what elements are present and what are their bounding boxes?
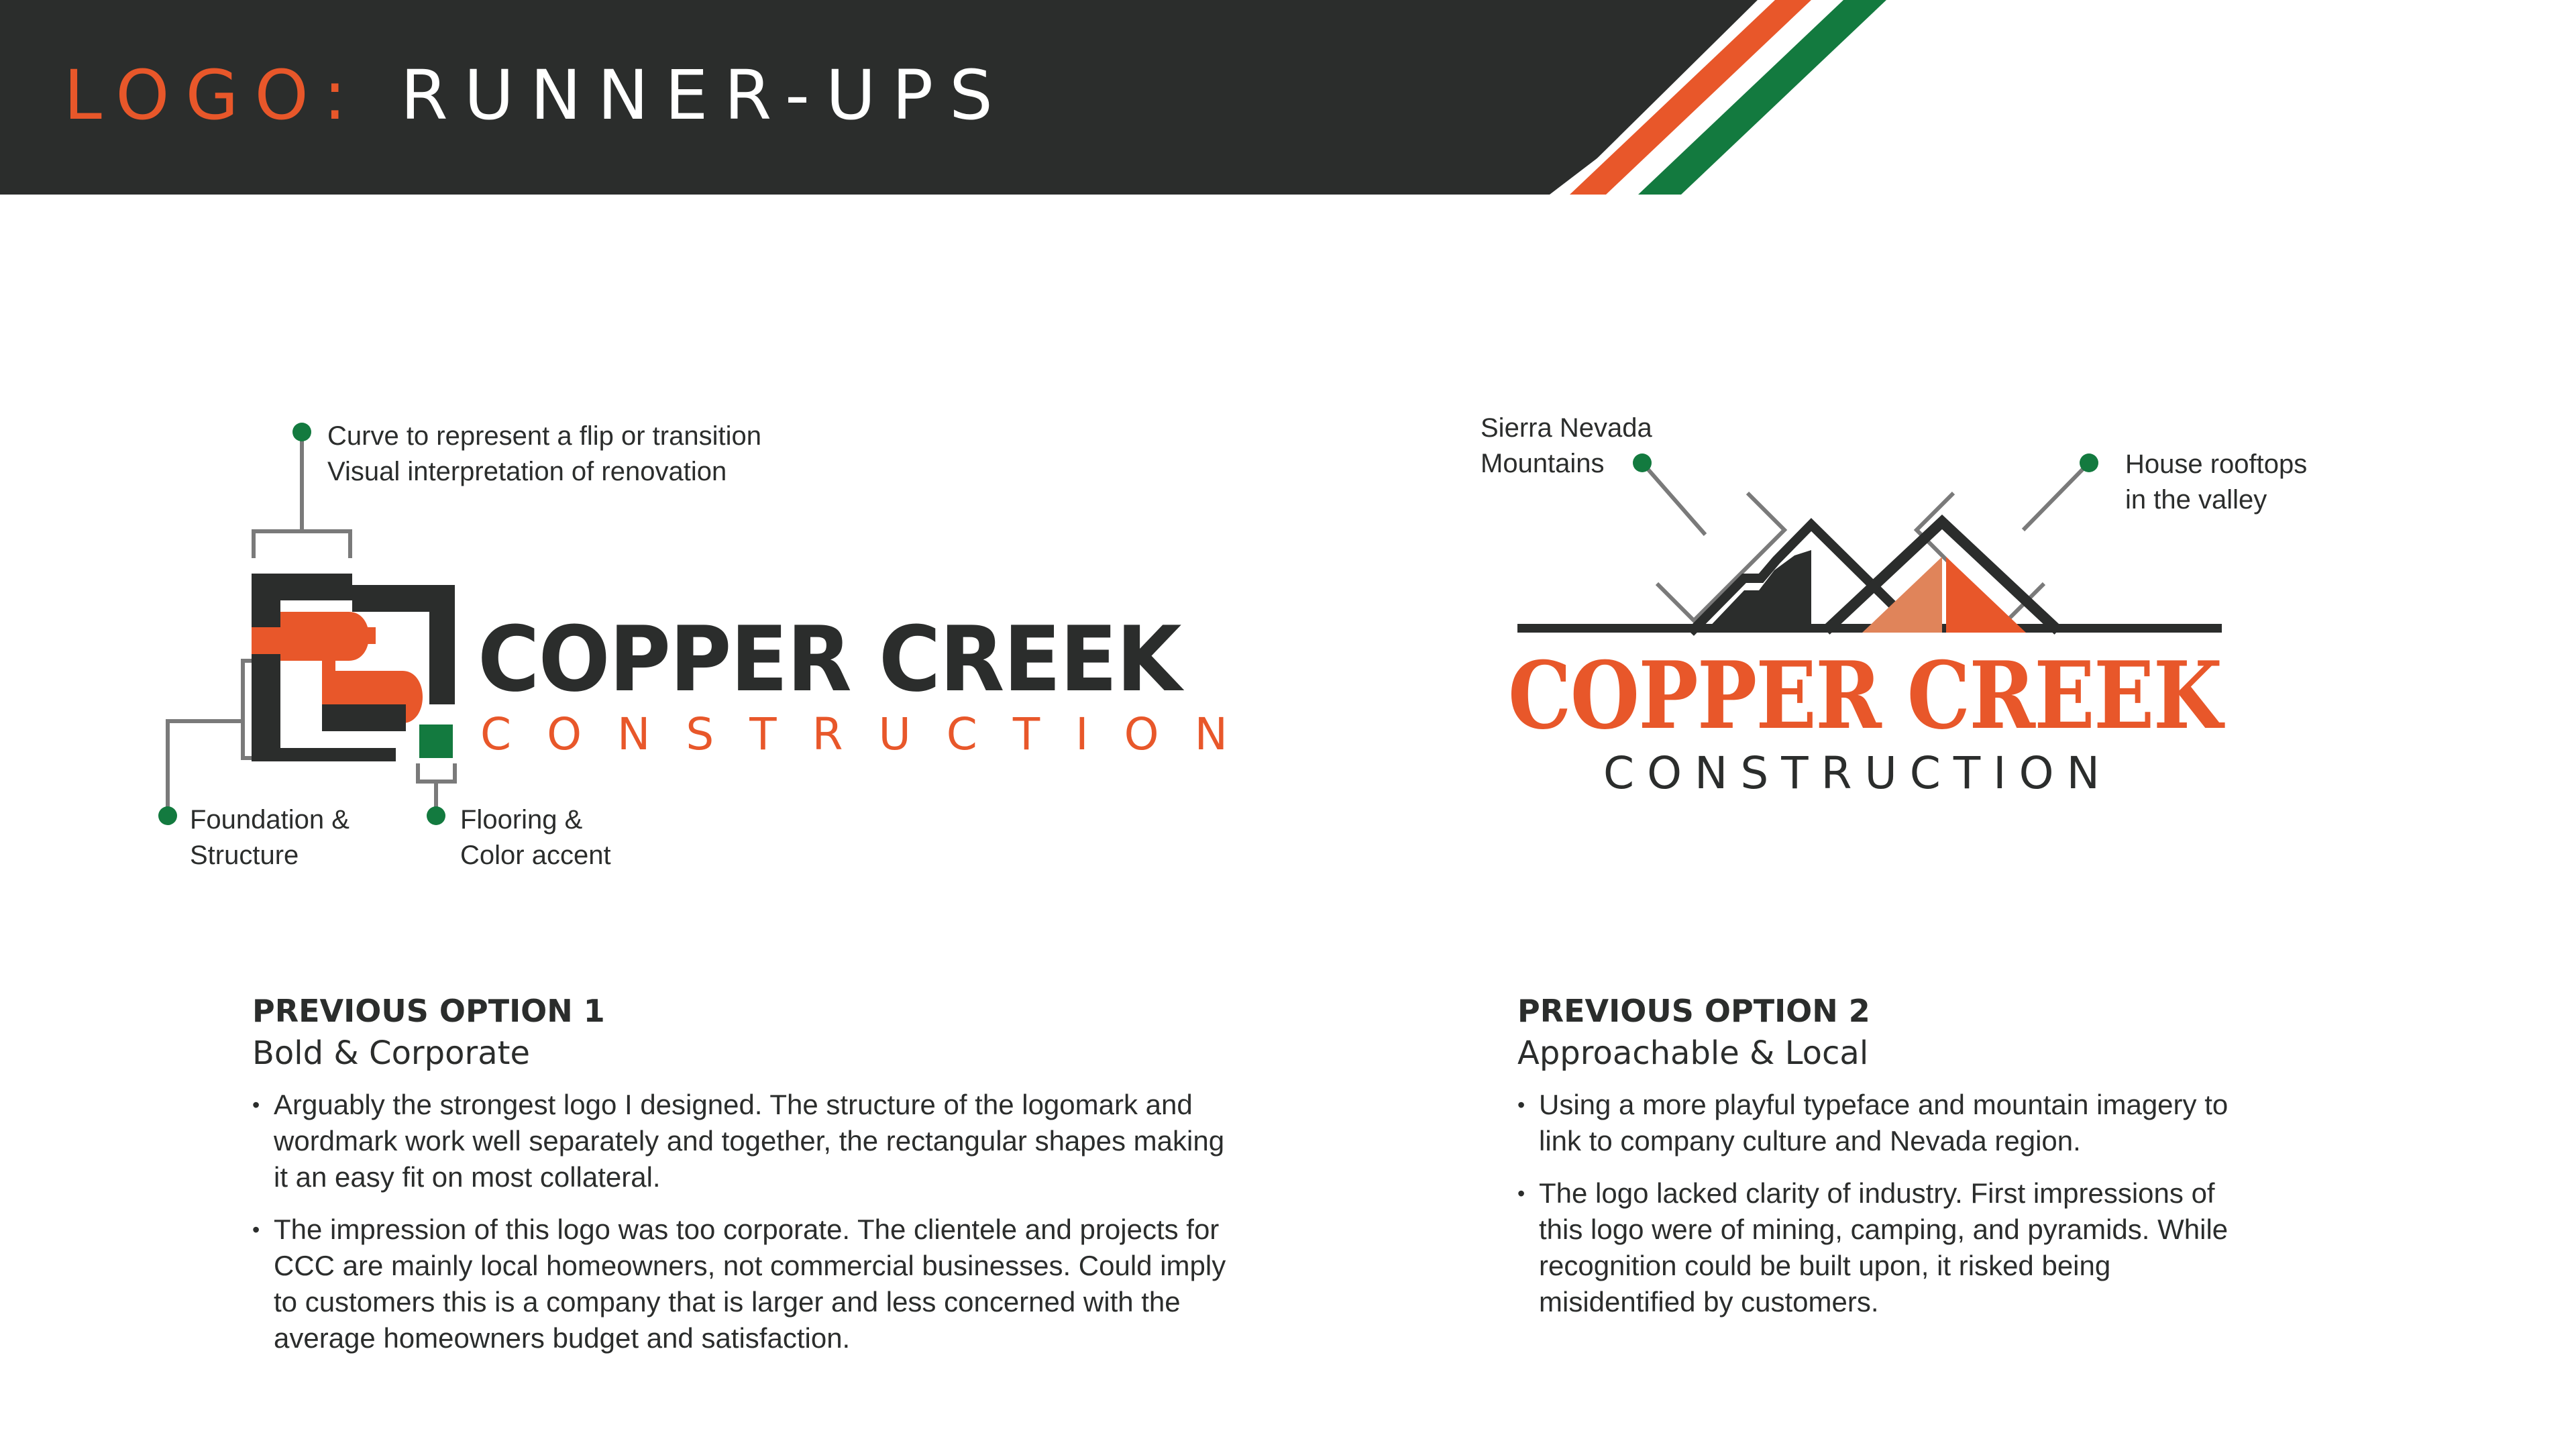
option1-bullet: • The impression of this logo was too corporate. The clientele and projects for CCC are mainly local homeowners, not commercial businesses. Could imply to customers this is a company that is larger and less concerned with the average homeowners budget and satisfaction.: [252, 1212, 1232, 1356]
annotation-mountains: Sierra Nevada Mountains: [1481, 413, 1652, 478]
option2-label: PREVIOUS OPTION 2: [1517, 993, 1870, 1029]
option2-bullet-list: [1517, 1087, 2242, 1336]
option1-bullet-list: [252, 1087, 1232, 1373]
annotation-flooring: Flooring & Color accent: [460, 805, 611, 870]
page-title-accent: LOGO:: [64, 56, 363, 136]
option1-label: PREVIOUS OPTION 1: [252, 993, 605, 1029]
option1-wordmark-bottom: CONSTRUCTION: [480, 708, 1263, 760]
option1-wordmark-top: COPPER CREEK: [478, 607, 1181, 712]
option2-wordmark-top: COPPER CREEK: [1508, 641, 2222, 750]
annotation-curve: Curve to represent a flip or transition Visual interpretation of renovation: [327, 421, 761, 486]
annotation-rooftops: House rooftops in the valley: [2125, 449, 2308, 515]
option1-bullet: • Arguably the strongest logo I designed. The structure of the logomark and wordmark work well separately and together, the rectangular shapes making it an easy fit on most collateral.: [252, 1087, 1232, 1195]
option2-bullet: • Using a more playful typeface and mountain imagery to link to company culture and Nevada region.: [1517, 1087, 2242, 1159]
option2-bullet: • The logo lacked clarity of industry. First impressions of this logo were of mining, camping, and pyramids. While recognition could be built upon, it risked being misidentified by customers.: [1517, 1175, 2242, 1320]
option2-wordmark-bottom: CONSTRUCTION: [1603, 747, 2112, 799]
page-title-main: RUNNER-UPS: [400, 56, 1009, 136]
annotation-foundation: Foundation & Structure: [190, 805, 350, 870]
option2-subtitle: Approachable & Local: [1517, 1034, 1869, 1072]
option1-subtitle: Bold & Corporate: [252, 1034, 530, 1072]
